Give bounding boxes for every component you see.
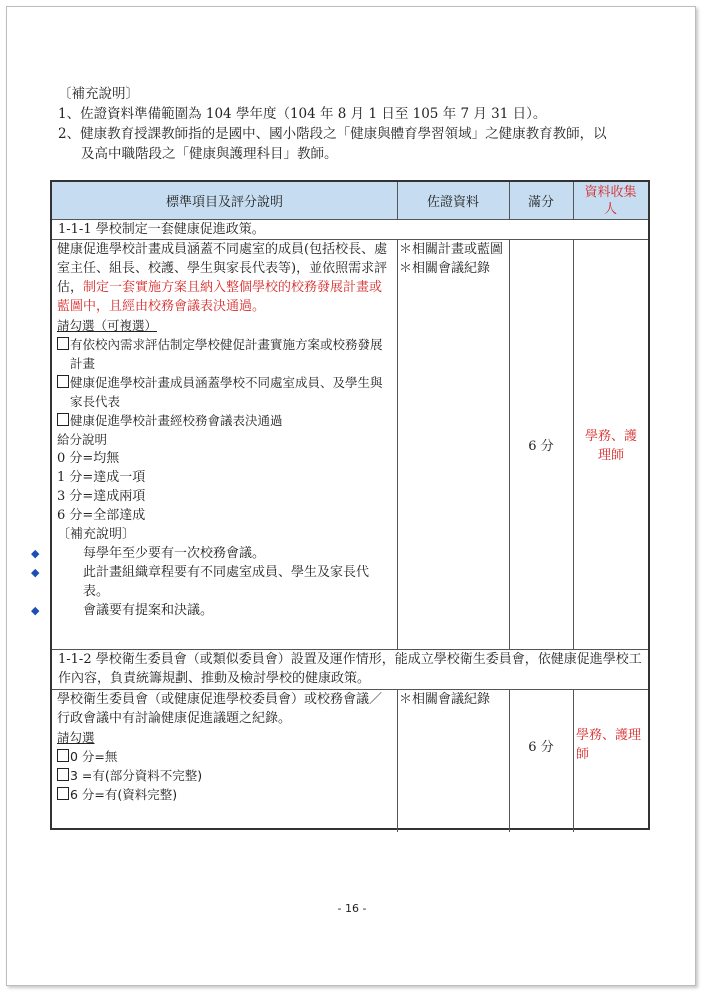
section-2-description: 學校衛生委員會（或健康促進學校委員會）或校務會議／行政會議中有討論健康促進議題之紀錄。 [57, 692, 383, 726]
section-2-full-score: 6 分 [528, 739, 554, 755]
col-divider [397, 239, 398, 649]
diamond-bullet-icon: ◆ [31, 604, 40, 617]
section-1-check-label: 請勾選（可複選） [57, 318, 158, 333]
section-2-collector: 學務、護理師 [576, 728, 642, 762]
evidence-item: ＊相關會議紀錄 [399, 261, 491, 276]
section-1-check-option[interactable]: 有依校內需求評估制定學校健促計畫實施方案或校務發展計畫 [57, 335, 392, 373]
section-1-check-option[interactable]: 健康促進學校計畫成員涵蓋學校不同處室成員、及學生與家長代表 [57, 373, 392, 411]
diamond-bullet-icon: ◆ [31, 547, 40, 560]
section-2-title: 1-1-2 學校衛生委員會（或類似委員會）設置及運作情形，能成立學校衛生委員會，依健康促進學校工作內容，負責統籌規劃、推動及檢討學校的健康政策。 [58, 652, 642, 686]
section-2-check-option[interactable]: 3 =有(部分資料不完整) [57, 766, 392, 785]
page-number: - 16 - [337, 902, 367, 915]
col-divider [573, 689, 574, 832]
notes-item-1: 1、佐證資料準備範圍為 104 學年度（104 年 8 月 1 日至 105 年 7 月 31 日）。 [58, 106, 547, 122]
header-full-score: 滿分 [509, 182, 573, 219]
col-divider [509, 182, 510, 219]
section-1-desc-red: 制定一套實施方案且納入整個學校的校務發展計畫或藍圖中，且經由校務會議表決通過。 [57, 280, 383, 314]
checkbox-icon[interactable] [57, 337, 69, 350]
supplementary-notes [58, 84, 658, 164]
section-2-check-option[interactable]: 0 分=無 [57, 747, 392, 766]
notes-item-2-line-2: 及高中職階段之「健康與護理科目」教師。 [81, 146, 338, 162]
col-divider [397, 689, 398, 832]
checkbox-icon[interactable] [57, 787, 69, 800]
section-1-description [57, 240, 392, 316]
notes-item-2-line-1: 2、健康教育授課教師指的是國中、國小階段之「健康與體育學習領域」之健康教育教師，以 [58, 126, 607, 142]
checkbox-icon[interactable] [57, 768, 69, 781]
diamond-bullet-icon: ◆ [31, 566, 40, 579]
section-2-criteria [57, 690, 392, 804]
section-1-desc-normal: 健康促進學校計畫成員涵蓋不同處室的成員(包括校長、處室主任、組長、校護、學生與家長代表等)，並依照需求評估， [57, 242, 388, 295]
notes-heading: 〔補充說明〕 [58, 86, 139, 102]
section-1-evidence [399, 240, 505, 278]
col-divider [397, 182, 398, 219]
checkbox-icon[interactable] [57, 375, 69, 388]
evidence-item: ＊相關計畫或藍圖 [399, 242, 504, 257]
supp-item: ◆ 此計畫組織章程要有不同處室成員、學生及家長代表。 [31, 565, 370, 599]
col-divider [573, 239, 574, 649]
section-2-check-label: 請勾選 [57, 730, 95, 745]
section-2-check-option[interactable]: 6 分=有(資料完整) [57, 785, 392, 804]
score-line: 3 分=達成兩項 [57, 489, 146, 504]
col-divider [573, 182, 574, 219]
section-1-supp-heading: 〔補充說明〕 [57, 527, 136, 542]
score-line: 0 分=均無 [57, 451, 120, 466]
score-line: 6 分=全部達成 [57, 508, 146, 523]
section-1-check-option[interactable]: 健康促進學校計畫經校務會議表決通過 [57, 411, 392, 430]
checkbox-icon[interactable] [57, 413, 69, 426]
section-2-evidence [399, 690, 505, 709]
evidence-item: ＊相關會議紀錄 [399, 692, 491, 707]
section-1-criteria [31, 240, 392, 620]
header-collector: 資料收集人 [573, 182, 648, 219]
supp-item: ◆ 會議要有提案和決議。 [31, 603, 214, 618]
section-1-collector: 學務、護理師 [584, 429, 637, 463]
header-criteria: 標準項目及評分說明 [52, 182, 397, 219]
section-1-title: 1-1-1 學校制定一套健康促進政策。 [58, 222, 265, 237]
header-evidence: 佐證資料 [397, 182, 509, 219]
score-line: 1 分=達成一項 [57, 470, 146, 485]
supp-item: ◆ 每學年至少要有一次校務會議。 [31, 546, 266, 561]
checkbox-icon[interactable] [57, 749, 69, 762]
evaluation-table [31, 180, 650, 830]
section-1-full-score: 6 分 [528, 438, 554, 454]
section-1-score-label: 給分說明 [57, 432, 108, 447]
